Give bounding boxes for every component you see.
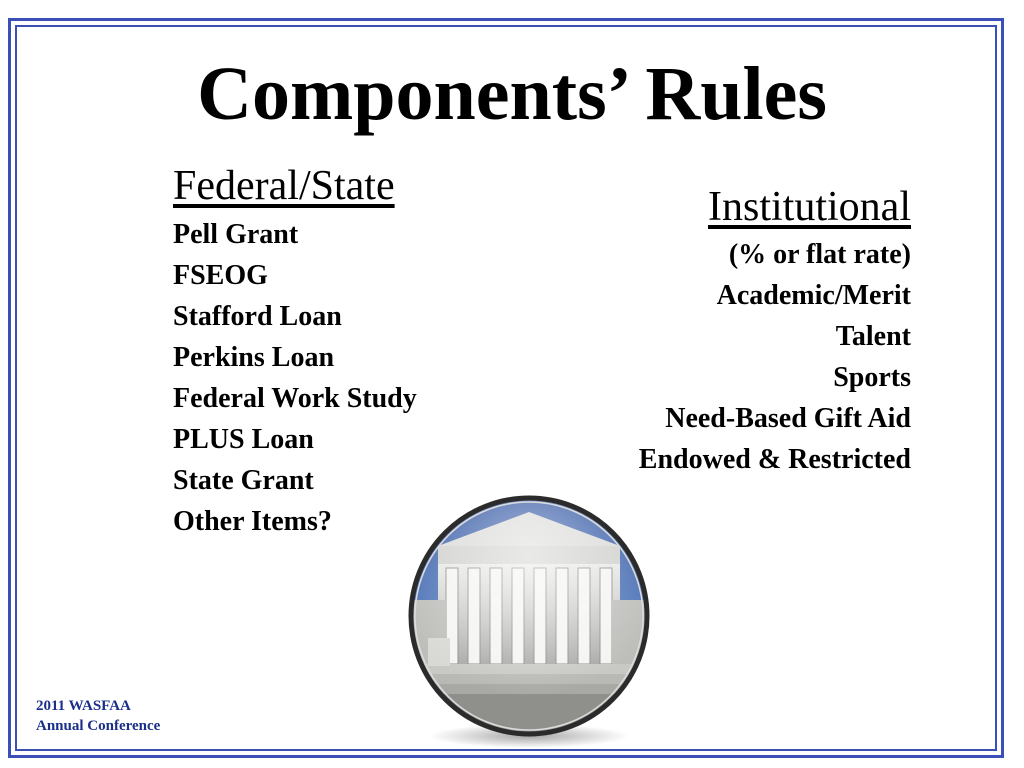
courthouse-illustration xyxy=(398,488,660,750)
footer-line-1: 2011 WASFAA xyxy=(36,698,131,714)
list-item: Perkins Loan xyxy=(173,342,335,373)
institutional-column xyxy=(639,182,911,480)
list-item: Other Items? xyxy=(173,506,332,537)
courthouse-orb-image xyxy=(398,488,660,750)
list-item: Sports xyxy=(833,362,911,393)
federal-state-column xyxy=(173,162,417,542)
federal-state-heading: Federal/State xyxy=(173,163,395,209)
list-item: Academic/Merit xyxy=(716,280,911,311)
list-item: (% or flat rate) xyxy=(728,239,911,270)
list-item: Stafford Loan xyxy=(173,301,342,332)
conference-footer xyxy=(36,696,160,736)
institutional-heading: Institutional xyxy=(708,184,911,230)
slide-title: Components’ Rules xyxy=(197,52,827,136)
list-item: Endowed & Restricted xyxy=(638,444,911,475)
list-item: Federal Work Study xyxy=(173,383,417,414)
list-item: PLUS Loan xyxy=(173,424,314,455)
list-item: Need-Based Gift Aid xyxy=(665,403,911,434)
list-item: State Grant xyxy=(173,465,314,496)
list-item: Talent xyxy=(835,321,911,352)
list-item: FSEOG xyxy=(173,260,268,291)
list-item: Pell Grant xyxy=(173,219,299,250)
footer-line-2: Annual Conference xyxy=(36,718,161,734)
